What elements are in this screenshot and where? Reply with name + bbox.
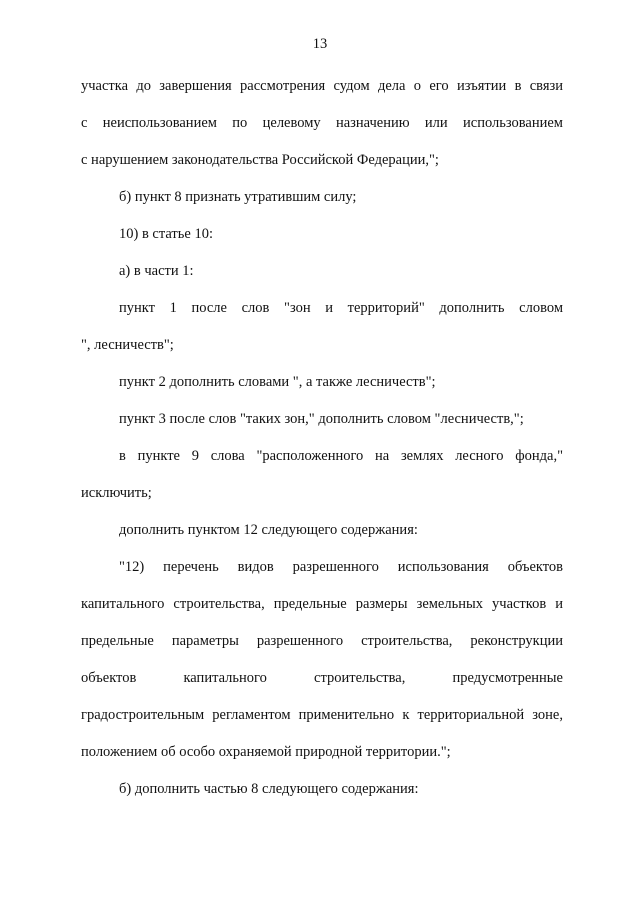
text-line: б) дополнить частью 8 следующего содержания:: [119, 781, 419, 797]
text-line: капитального строительства, предельные размеры земельных участков и: [81, 596, 563, 612]
text-line: а) в части 1:: [119, 263, 194, 279]
text-line: дополнить пунктом 12 следующего содержания:: [119, 522, 418, 538]
text-line: в пункте 9 слова "расположенного на землях лесного фонда,": [119, 448, 563, 464]
text-line: пункт 1 после слов "зон и территорий" дополнить словом: [119, 300, 563, 316]
text-line: исключить;: [81, 485, 152, 501]
text-line: с неиспользованием по целевому назначению или использованием: [81, 115, 563, 131]
text-line: 10) в статье 10:: [119, 226, 213, 242]
text-line: положением об особо охраняемой природной территории.";: [81, 744, 451, 760]
page-number: 13: [312, 36, 328, 52]
text-line: б) пункт 8 признать утратившим силу;: [119, 189, 357, 205]
text-line: с нарушением законодательства Российской Федерации,";: [81, 152, 439, 168]
text-line: участка до завершения рассмотрения судом дела о его изъятии в связи: [81, 78, 563, 94]
text-line: градостроительным регламентом применительно к территориальной зоне,: [81, 707, 563, 723]
text-line: объектов капитального строительства, предусмотренные: [81, 670, 563, 686]
text-line: пункт 2 дополнить словами ", а также лесничеств";: [119, 374, 436, 390]
text-line: предельные параметры разрешенного строительства, реконструкции: [81, 633, 563, 649]
text-line: "12) перечень видов разрешенного использования объектов: [119, 559, 563, 575]
text-line: пункт 3 после слов "таких зон," дополнить словом "лесничеств,";: [119, 411, 524, 427]
text-line: ", лесничеств";: [81, 337, 174, 353]
